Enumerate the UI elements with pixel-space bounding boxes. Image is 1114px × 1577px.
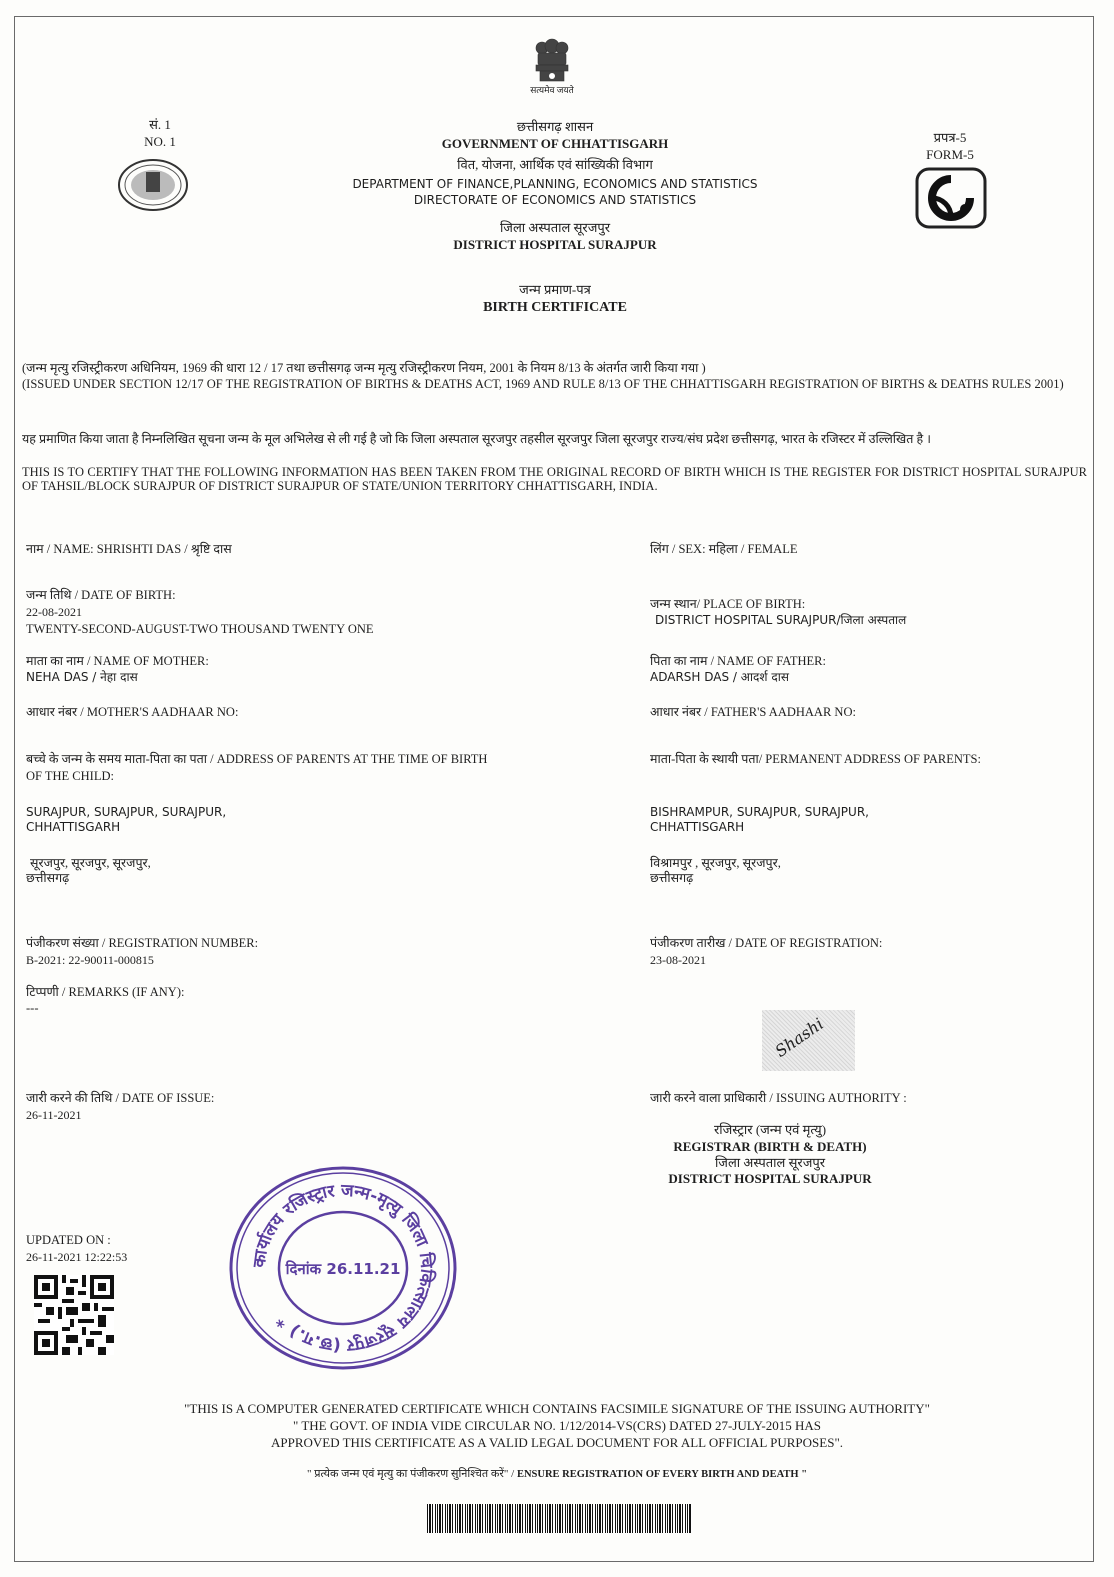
certificate-title-hindi: जन्म प्रमाण-पत्र [519,282,591,297]
address-at-birth-hindi-1: सूरजपुर, सूरजपुर, सूरजपुर, [30,856,151,870]
stamp-outer-text: कार्यालय रजिस्ट्रार जन्म-मृत्यु जिला चिकित्सालय सूरजपुर (छ.ग.) * [249,1180,437,1356]
registration-date-label: पंजीकरण तारीख / DATE OF REGISTRATION: [650,936,883,950]
father-name-value: ADARSH DAS / आदर्श दास [650,670,789,684]
mother-name-value: NEHA DAS / नेहा दास [26,670,138,684]
pob-value: DISTRICT HOSPITAL SURAJPUR/जिला अस्पताल [655,613,907,627]
emblem-motto: सत्यमेव जयते [530,85,574,95]
national-emblem-icon [526,38,578,84]
updated-on-label: UPDATED ON : [26,1233,111,1247]
registrar-office-hindi: जिला अस्पताल सूरजपुर [714,1155,826,1170]
mother-aadhaar-label: आधार नंबर / MOTHER'S AADHAAR NO: [26,705,239,719]
directorate-name: DIRECTORATE OF ECONOMICS AND STATISTICS [413,193,697,207]
issued-under-hindi: (जन्म मृत्यु रजिस्ट्रीकरण अधिनियम, 1969 की धारा 12 / 17 तथा छत्तीसगढ़ जन्म मृत्यु रजिस्ट्रीकरण नियम, 2001 के नियम 8/13 के अंतर्गत जारी किया गया ) [22,361,706,375]
address-at-birth-english-2: CHHATTISGARH [26,820,121,834]
footer-line-3: APPROVED THIS CERTIFICATE AS A VALID LEGAL DOCUMENT FOR ALL OFFICIAL PURPOSES". [270,1435,844,1450]
department-hindi: वित, योजना, आर्थिक एवं सांख्यिकी विभाग [457,157,653,172]
address-at-birth-label: बच्चे के जन्म के समय माता-पिता का पता / ADDRESS OF PARENTS AT THE TIME OF BIRTH [26,752,488,766]
address-at-birth-english-1: SURAJPUR, SURAJPUR, SURAJPUR, [26,805,227,819]
mother-name-label: माता का नाम / NAME OF MOTHER: [26,654,209,668]
qr-code-icon [34,1275,114,1355]
form-number: NO. 1 [144,134,176,149]
stamp-date: दिनांक 26.11.21 [285,1260,401,1278]
state-seal-icon [117,158,189,212]
hospital-name-hindi: जिला अस्पताल सूरजपुर [499,220,611,235]
certify-text-english: THIS IS TO CERTIFY THAT THE FOLLOWING INFORMATION HAS BEEN TAKEN FROM THE ORIGINAL RECORD OF BIRTH WHICH IS THE REGISTER FOR DISTRICT HOSPITAL SURAJPUR OF TAHSIL/BLOCK SURAJPUR OF DISTRICT SURAJPUR OF STATE/UNION TERRITORY CHHATTISGARH, INDIA. [22,465,1087,493]
state-name: GOVERNMENT OF CHHATTISGARH [441,136,669,151]
certificate-title: BIRTH CERTIFICATE [483,300,627,315]
slogan-english: ENSURE REGISTRATION OF EVERY BIRTH AND DEATH " [516,1469,808,1480]
pob-label: जन्म स्थान/ PLACE OF BIRTH: [650,597,806,611]
address-at-birth-label-cont: OF THE CHILD: [26,769,114,783]
barcode-icon [427,1504,692,1533]
registration-date-value: 23-08-2021 [650,953,706,967]
issue-date-value: 26-11-2021 [26,1108,82,1122]
permanent-address-label: माता-पिता के स्थायी पता/ PERMANENT ADDRESS OF PARENTS: [650,752,981,766]
registrar-stamp [225,1162,461,1374]
state-name-hindi: छत्तीसगढ़ शासन [516,119,594,134]
form-type: FORM-5 [926,147,974,162]
permanent-address-english-2: CHHATTISGARH [650,820,745,834]
hospital-name: DISTRICT HOSPITAL SURAJPUR [453,237,657,252]
issuing-authority-label: जारी करने वाला प्राधिकारी / ISSUING AUTHORITY : [650,1091,907,1105]
registration-number-value: B-2021: 22-90011-000815 [26,953,154,967]
dob-words: TWENTY-SECOND-AUGUST-TWO THOUSAND TWENTY ONE [26,622,374,636]
registration-number-label: पंजीकरण संख्या / REGISTRATION NUMBER: [26,936,259,950]
issue-date-label: जारी करने की तिथि / DATE OF ISSUE: [26,1091,215,1105]
remarks-label: टिप्पणी / REMARKS (IF ANY): [26,985,185,999]
permanent-address-hindi-2: छत्तीसगढ़ [650,871,694,885]
slogan-hindi: " प्रत्येक जन्म एवं मृत्यु का पंजीकरण सुनिश्चित करें" / [306,1468,515,1480]
footer-line-2: " THE GOVT. OF INDIA VIDE CIRCULAR NO. 1/12/2014-VS(CRS) DATED 27-JULY-2015 HAS [293,1418,821,1433]
department-name: DEPARTMENT OF FINANCE,PLANNING, ECONOMICS AND STATISTICS [352,177,758,191]
child-sex: लिंग / SEX: महिला / FEMALE [650,542,798,556]
form-type-hindi: प्रपत्र-5 [933,130,967,145]
footer-line-1: "THIS IS A COMPUTER GENERATED CERTIFICATE WHICH CONTAINS FACSIMILE SIGNATURE OF THE ISSUING AUTHORITY" [184,1401,930,1416]
remarks-value: --- [26,1001,39,1015]
address-at-birth-hindi-2: छत्तीसगढ़ [26,871,70,885]
crs-logo-icon [915,167,987,229]
father-name-label: पिता का नाम / NAME OF FATHER: [650,654,826,668]
form-number-hindi: सं. 1 [149,117,171,132]
issued-under-english: (ISSUED UNDER SECTION 12/17 OF THE REGISTRATION OF BIRTHS & DEATHS ACT, 1969 AND RULE 8/13 OF THE CHHATTISGARH REGISTRATION OF BIRTHS & DEATHS RULES 2001) [22,377,1064,391]
registrar-title-hindi: रजिस्ट्रार (जन्म एवं मृत्यु) [713,1122,827,1137]
registrar-title: REGISTRAR (BIRTH & DEATH) [673,1139,867,1154]
signature-text: Shashi [771,1014,827,1061]
permanent-address-hindi-1: विश्रामपुर , सूरजपुर, सूरजपुर, [650,856,781,870]
updated-on-value: 26-11-2021 12:22:53 [26,1250,128,1264]
father-aadhaar-label: आधार नंबर / FATHER'S AADHAAR NO: [650,705,856,719]
slogan-line [0,1467,1114,1482]
registrar-office: DISTRICT HOSPITAL SURAJPUR [668,1171,872,1186]
facsimile-signature [762,1010,855,1071]
certify-text-hindi: यह प्रमाणित किया जाता है निम्नलिखित सूचना जन्म के मूल अभिलेख से ली गई है जो कि जिला अस्पताल सूरजपुर तहसील सूरजपुर जिला सूरजपुर राज्य/संघ प्रदेश छत्तीसगढ़, भारत के रजिस्टर में उल्लिखित है । [22,432,932,446]
child-name: नाम / NAME: SHRISHTI DAS / श्रृष्टि दास [26,542,232,556]
dob-label: जन्म तिथि / DATE OF BIRTH: [26,588,176,602]
dob-value: 22-08-2021 [26,605,82,619]
permanent-address-english-1: BISHRAMPUR, SURAJPUR, SURAJPUR, [650,805,869,819]
